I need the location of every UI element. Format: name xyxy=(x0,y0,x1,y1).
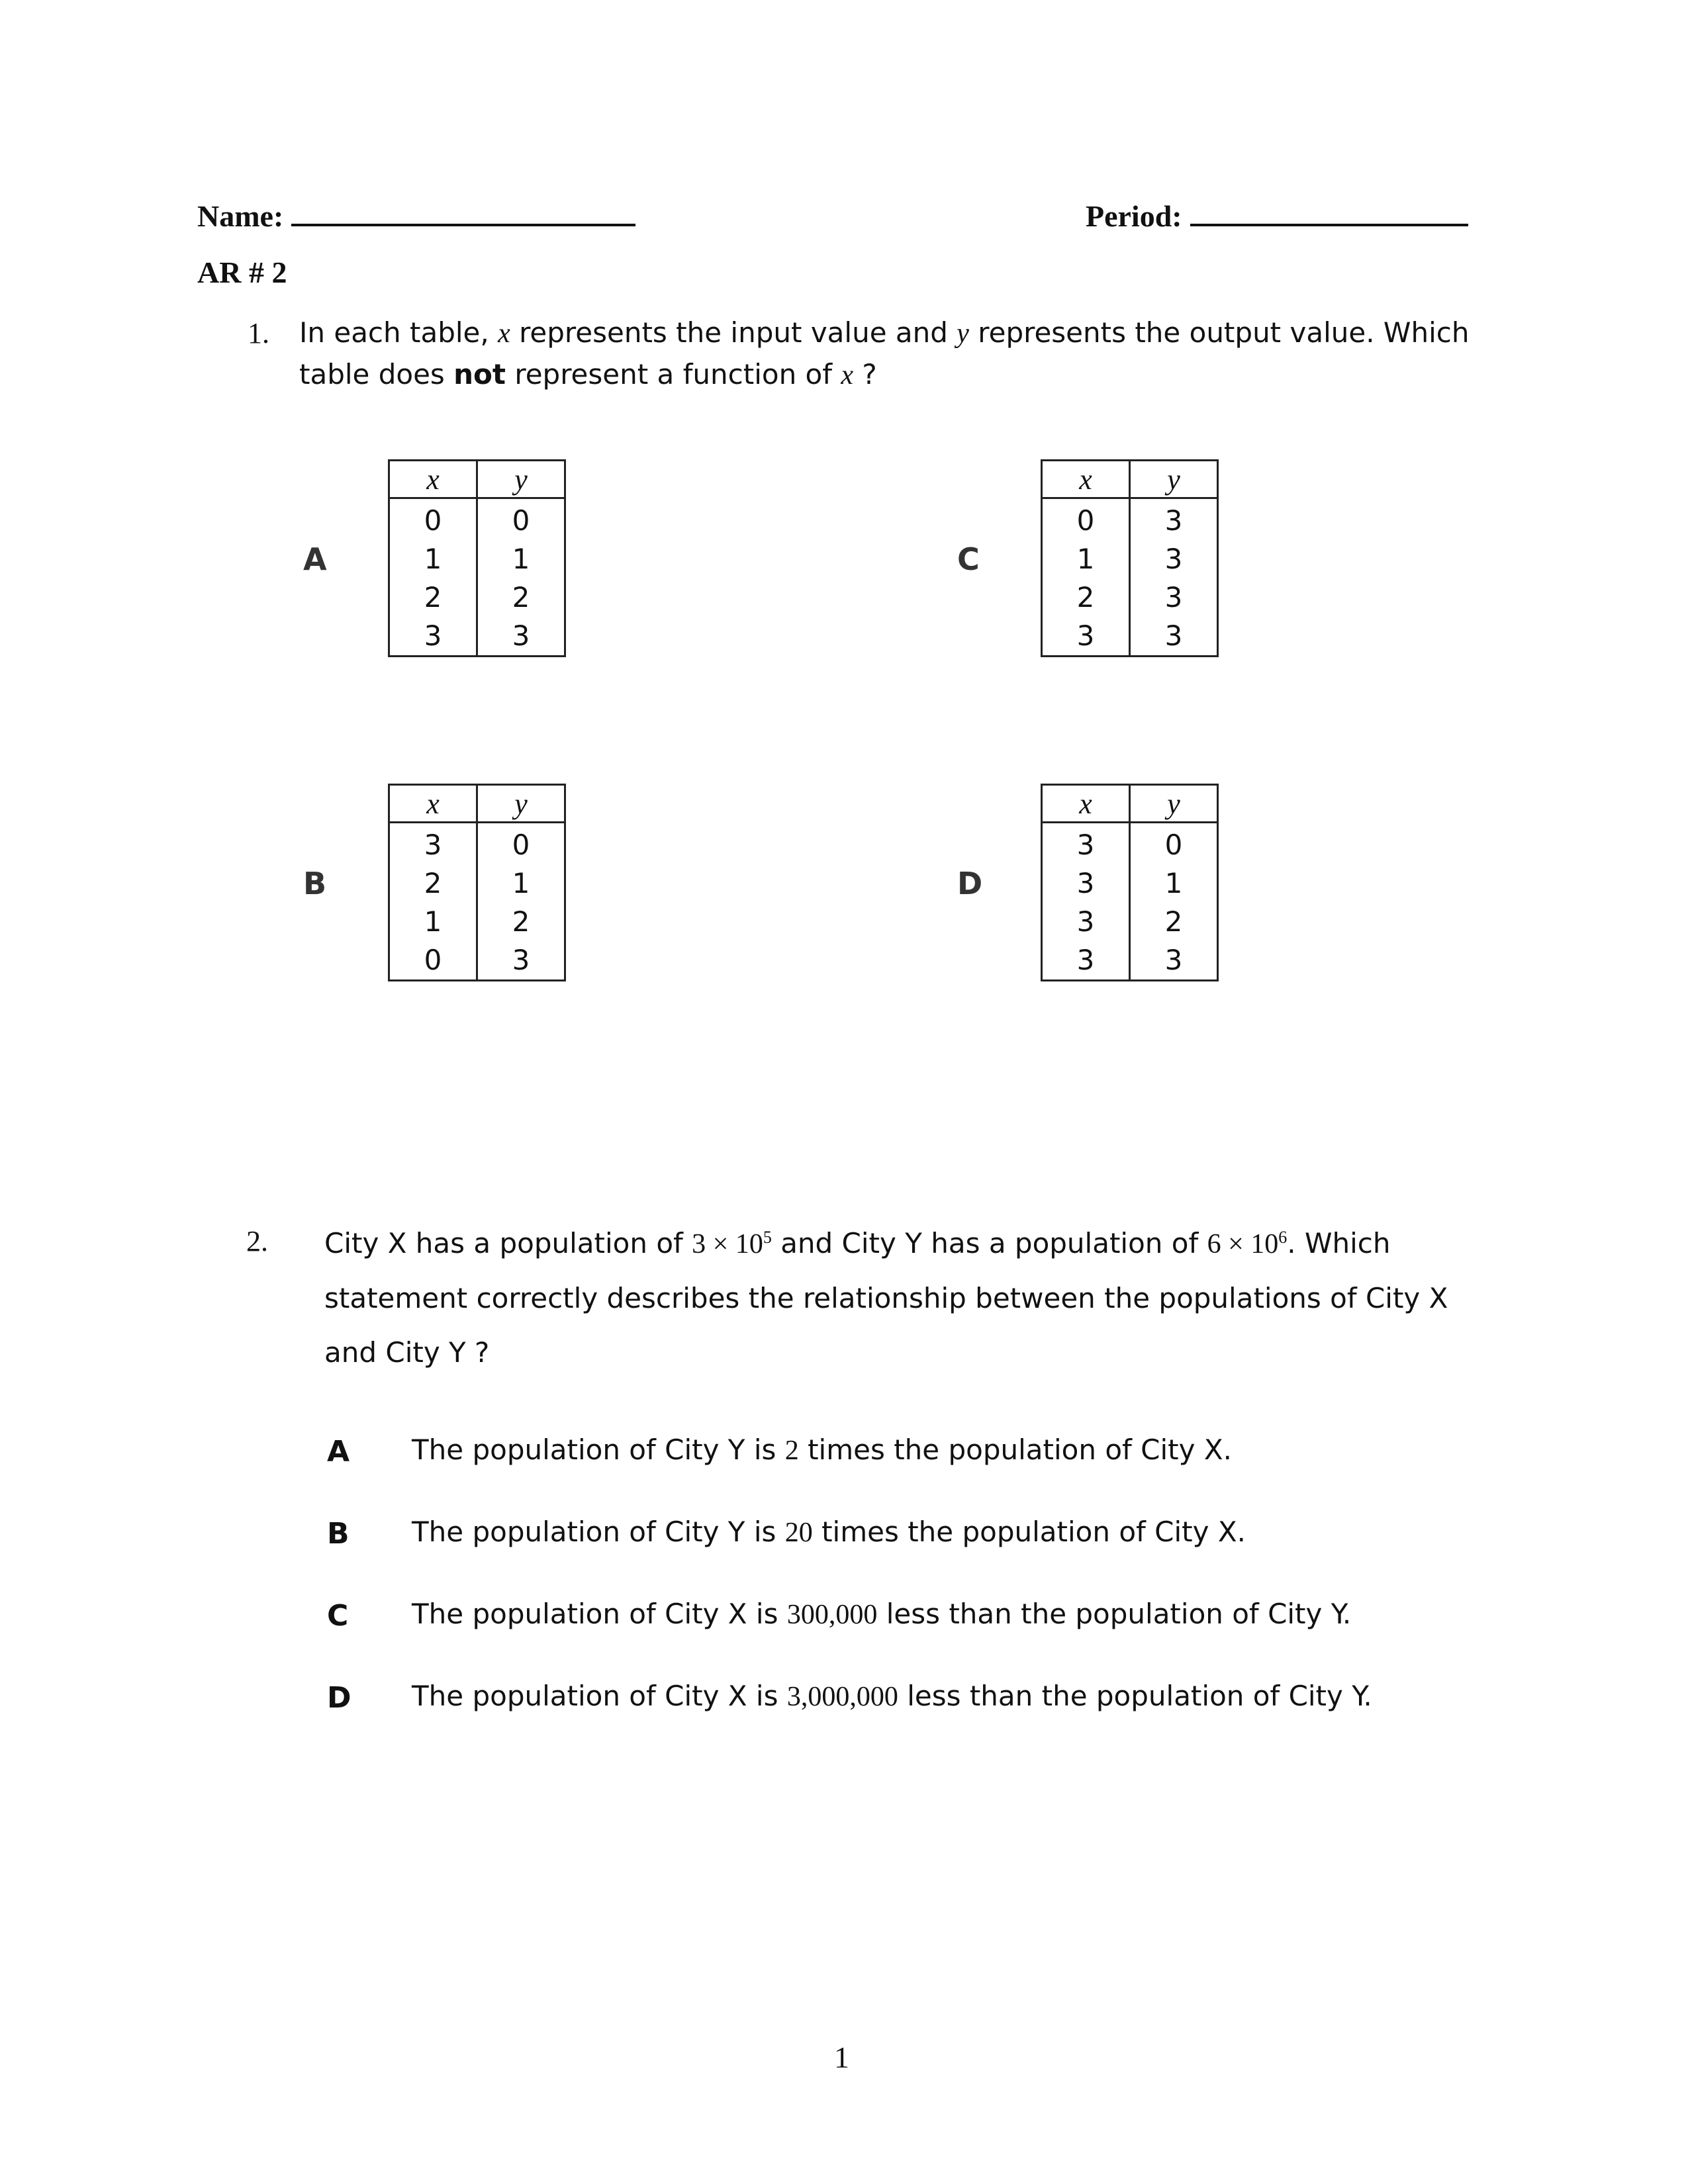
period-field[interactable] xyxy=(1086,197,1468,234)
table-cell: 2 xyxy=(477,578,565,617)
q2-option-b-letter[interactable]: B xyxy=(327,1517,350,1551)
table-header-x: x xyxy=(389,785,477,823)
table-cell: 0 xyxy=(477,498,565,541)
q2-line-2: statement correctly describes the relationship between the populations of City X xyxy=(324,1282,1448,1314)
table-header-x: x xyxy=(389,461,477,498)
pop-y: $6 \times 10^6$ xyxy=(1207,1228,1288,1259)
q2-option-d-letter[interactable]: D xyxy=(327,1681,352,1715)
q1-table-d xyxy=(1041,784,1219,981)
table-cell: 0 xyxy=(1076,504,1095,537)
table-cell: 3 xyxy=(1076,867,1095,899)
q1-prompt xyxy=(299,312,1524,396)
q2-option-d-text[interactable]: The population of City X is 3,000,000 less than the population of City Y. xyxy=(412,1680,1372,1712)
table-cell: 3 xyxy=(1130,617,1218,657)
table-header-x: x xyxy=(1042,785,1130,823)
table-cell: 3 xyxy=(477,941,565,981)
table-header-y: y xyxy=(477,785,565,823)
table-cell: 3 xyxy=(1076,829,1095,861)
q2-number: 2. xyxy=(246,1225,268,1257)
table-cell: 3 xyxy=(1076,619,1095,652)
q1-table-a xyxy=(388,459,566,657)
q1-option-c-letter[interactable]: C xyxy=(957,541,980,577)
period-blank[interactable] xyxy=(1190,197,1468,226)
q1-table-b xyxy=(388,784,566,981)
table-cell: 3 xyxy=(1130,540,1218,578)
q2-prompt xyxy=(324,1216,1529,1380)
table-cell: 2 xyxy=(1130,903,1218,941)
q1-option-d-letter[interactable]: D xyxy=(957,866,983,901)
q2-option-c-letter[interactable]: C xyxy=(327,1599,349,1633)
q2-line-3: and City Y ? xyxy=(324,1336,490,1369)
q1-option-b-letter[interactable]: B xyxy=(303,866,327,901)
assignment-title: AR # 2 xyxy=(197,255,287,289)
table-cell: 1 xyxy=(424,905,442,938)
q1-line-1: In each table, x represents the input value and y represents the output value. Which xyxy=(299,316,1470,349)
table-cell: 1 xyxy=(424,543,442,575)
q2-option-a-letter[interactable]: A xyxy=(327,1435,350,1469)
period-label: Period: xyxy=(1086,199,1182,233)
table-cell: 3 xyxy=(1076,905,1095,938)
q1-option-a-letter[interactable]: A xyxy=(303,541,327,577)
var-x: x xyxy=(498,318,510,349)
var-y: y xyxy=(957,318,969,349)
q1-line-2: table does not represent a function of x ? xyxy=(299,358,877,390)
q1-number: 1. xyxy=(248,317,269,349)
table-cell: 0 xyxy=(477,823,565,865)
table-header-y: y xyxy=(477,461,565,498)
page-number: 1 xyxy=(834,2040,849,2074)
table-cell: 3 xyxy=(424,619,442,652)
table-cell: 1 xyxy=(477,540,565,578)
table-cell: 2 xyxy=(424,581,442,614)
table-header-y: y xyxy=(1130,785,1218,823)
table-cell: 2 xyxy=(1076,581,1095,614)
table-cell: 0 xyxy=(1130,823,1218,865)
table-header-y: y xyxy=(1130,461,1218,498)
table-cell: 0 xyxy=(424,944,442,976)
table-cell: 1 xyxy=(1076,543,1095,575)
table-cell: 1 xyxy=(477,864,565,903)
table-cell: 3 xyxy=(424,829,442,861)
table-cell: 1 xyxy=(1130,864,1218,903)
name-label: Name: xyxy=(197,199,284,233)
table-cell: 2 xyxy=(424,867,442,899)
q1-table-c xyxy=(1041,459,1219,657)
emphasis-not: not xyxy=(453,358,506,390)
table-cell: 2 xyxy=(477,903,565,941)
q2-option-a-text[interactable]: The population of City Y is 2 times the population of City X. xyxy=(412,1433,1232,1466)
table-cell: 3 xyxy=(1130,498,1218,541)
q2-line-1: City X has a population of $3 \times 10^5$ and City Y has a population of $6 \times 10^6$. Which xyxy=(324,1227,1391,1259)
table-cell: 0 xyxy=(424,504,442,537)
q2-option-c-text[interactable]: The population of City X is 300,000 less than the population of City Y. xyxy=(412,1598,1352,1630)
table-cell: 3 xyxy=(477,617,565,657)
table-header-x: x xyxy=(1042,461,1130,498)
table-cell: 3 xyxy=(1130,941,1218,981)
pop-x: $3 \times 10^5$ xyxy=(692,1228,772,1259)
table-cell: 3 xyxy=(1130,578,1218,617)
name-blank[interactable] xyxy=(291,197,635,226)
name-field[interactable] xyxy=(197,197,635,234)
q2-option-b-text[interactable]: The population of City Y is 20 times the population of City X. xyxy=(412,1516,1246,1548)
table-cell: 3 xyxy=(1076,944,1095,976)
